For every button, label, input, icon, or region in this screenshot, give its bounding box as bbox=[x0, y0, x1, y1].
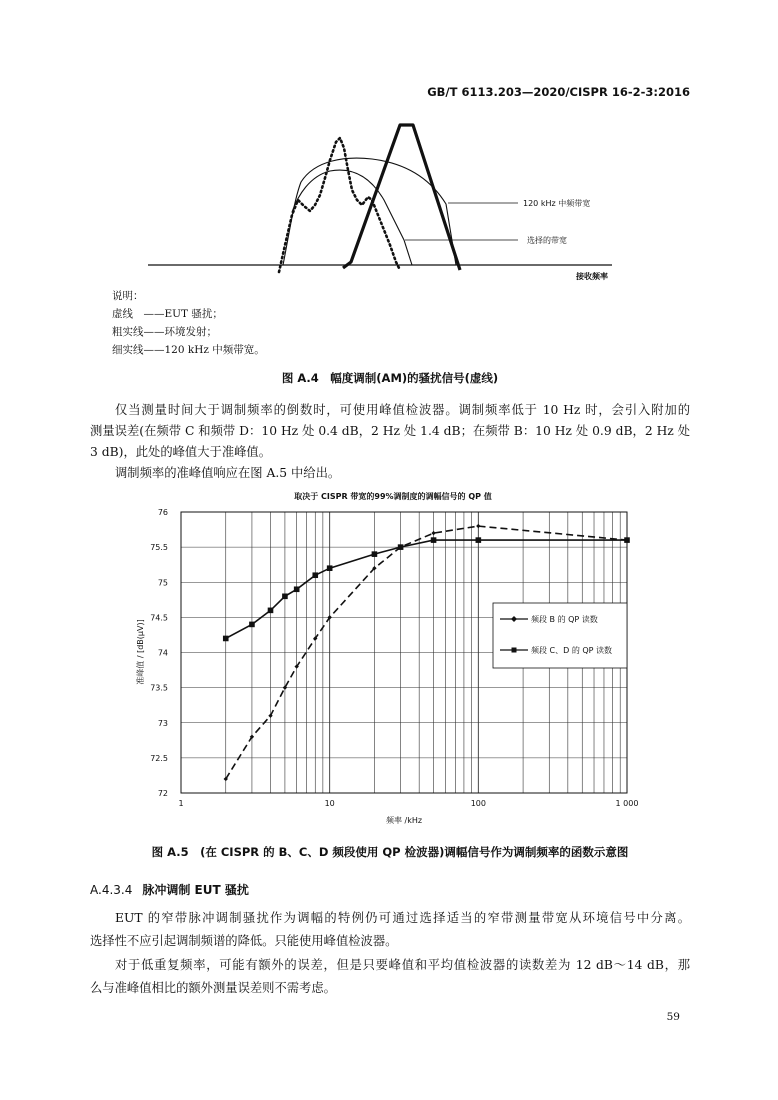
y-tick-label: 75.5 bbox=[150, 543, 168, 553]
chart-legend bbox=[493, 603, 627, 668]
paragraph-line: EUT 的窄带脉冲调制骚扰作为调幅的特例仍可通过选择适当的窄带测量带宽从环境信号中分离。 bbox=[115, 911, 690, 925]
y-tick-label: 74 bbox=[157, 648, 168, 658]
data-point-band-cd bbox=[282, 594, 288, 600]
selected-bandwidth-curve bbox=[292, 170, 412, 265]
standard-number-header: GB/T 6113.203—2020/CISPR 16-2-3:2016 bbox=[427, 85, 690, 99]
figure-a5-caption: 图 A.5 (在 CISPR 的 B、C、D 频段使用 QP 检波器)调幅信号作为调制频率的函数示意图 bbox=[151, 845, 629, 859]
data-point-band-cd bbox=[327, 565, 333, 571]
if-bandwidth-label: 120 kHz 中频带宽 bbox=[523, 199, 591, 208]
paragraph-line: 3 dB)，此处的峰值大于准峰值。 bbox=[90, 445, 272, 459]
data-point-band-cd bbox=[223, 636, 229, 642]
paragraph-line: 选择性不应引起调制频谱的降低。只能使用峰值检波器。 bbox=[90, 934, 398, 948]
data-point-band-cd bbox=[268, 608, 274, 614]
paragraph-line: 调制频率的准峰值响应在图 A.5 中给出。 bbox=[115, 466, 341, 480]
data-point-band-cd bbox=[372, 551, 378, 557]
section-heading bbox=[90, 882, 249, 898]
y-tick-label: 75 bbox=[157, 578, 168, 588]
x-tick-label: 1 000 bbox=[615, 799, 639, 808]
y-tick-label: 72.5 bbox=[150, 753, 168, 763]
eut-disturbance-dotted-curve bbox=[279, 138, 400, 272]
y-tick-label: 76 bbox=[157, 508, 168, 517]
paragraph-line: 么与准峰值相比的额外测量误差则不需考虑。 bbox=[90, 981, 336, 995]
figure-a4-key-item: 虚线 ——EUT 骚扰； bbox=[112, 308, 223, 320]
data-point-band-cd bbox=[398, 544, 404, 550]
legend-label-band-cd: 频段 C、D 的 QP 读数 bbox=[531, 646, 613, 655]
data-point-band-cd bbox=[431, 537, 437, 543]
data-point-band-cd bbox=[294, 586, 300, 592]
data-point-band-cd bbox=[624, 537, 630, 543]
x-tick-label: 10 bbox=[324, 799, 335, 808]
y-tick-label: 74.5 bbox=[150, 613, 168, 623]
figure-a4-key-title: 说明： bbox=[112, 290, 144, 302]
chart-y-axis-label: 准峰值 / [dB(μV)] bbox=[136, 619, 145, 685]
chart-title: 取决于 CISPR 带宽的99%调制度的调幅信号的 QP 值 bbox=[294, 492, 492, 501]
data-point-band-cd bbox=[476, 537, 482, 543]
x-tick-label: 100 bbox=[470, 799, 486, 808]
page-number: 59 bbox=[666, 1011, 680, 1023]
legend-square-marker bbox=[512, 648, 517, 653]
data-point-band-b bbox=[476, 524, 480, 528]
data-point-band-b bbox=[431, 531, 435, 535]
x-tick-label: 1 bbox=[178, 799, 184, 808]
figure-a4-caption: 图 A.4 幅度调制(AM)的骚扰信号(虚线) bbox=[281, 371, 499, 385]
paragraph-line: 仅当测量时间大于调制频率的倒数时，可使用峰值检波器。调制频率低于 10 Hz 时，会引入附加的 bbox=[115, 403, 690, 417]
data-point-band-cd bbox=[312, 572, 318, 578]
y-tick-label: 73.5 bbox=[150, 683, 168, 693]
selected-bandwidth-label: 选择的带宽 bbox=[527, 236, 567, 245]
chart-x-axis-label: 频率 /kHz bbox=[385, 816, 423, 825]
data-point-band-cd bbox=[249, 622, 255, 628]
paragraph-line: 测量误差(在频带 C 和频带 D：10 Hz 处 0.4 dB，2 Hz 处 1.4 dB；在频带 B：10 Hz 处 0.9 dB，2 Hz 处 bbox=[90, 424, 690, 438]
figure-a4-key-item: 细实线——120 kHz 中频带宽。 bbox=[112, 344, 265, 356]
legend-label-band-b: 频段 B 的 QP 读数 bbox=[531, 615, 598, 624]
receive-frequency-label: 接收频率 bbox=[576, 272, 608, 281]
section-number: A.4.3.4 bbox=[90, 883, 133, 897]
chart-legend-box bbox=[493, 603, 627, 668]
paragraph-line: 对于低重复频率，可能有额外的误差，但是只要峰值和平均值检波器的读数差为 12 dB～14 dB，那 bbox=[115, 958, 690, 972]
figure-a4-key-item: 粗实线——环境发射； bbox=[112, 326, 217, 338]
ambient-emission-thick-curve bbox=[343, 125, 460, 270]
section-title: 脉冲调制 EUT 骚扰 bbox=[142, 883, 249, 897]
y-tick-label: 73 bbox=[157, 718, 168, 728]
figure-a5-chart bbox=[125, 486, 640, 830]
y-tick-label: 72 bbox=[157, 789, 168, 798]
figure-a4-diagram bbox=[140, 112, 630, 287]
